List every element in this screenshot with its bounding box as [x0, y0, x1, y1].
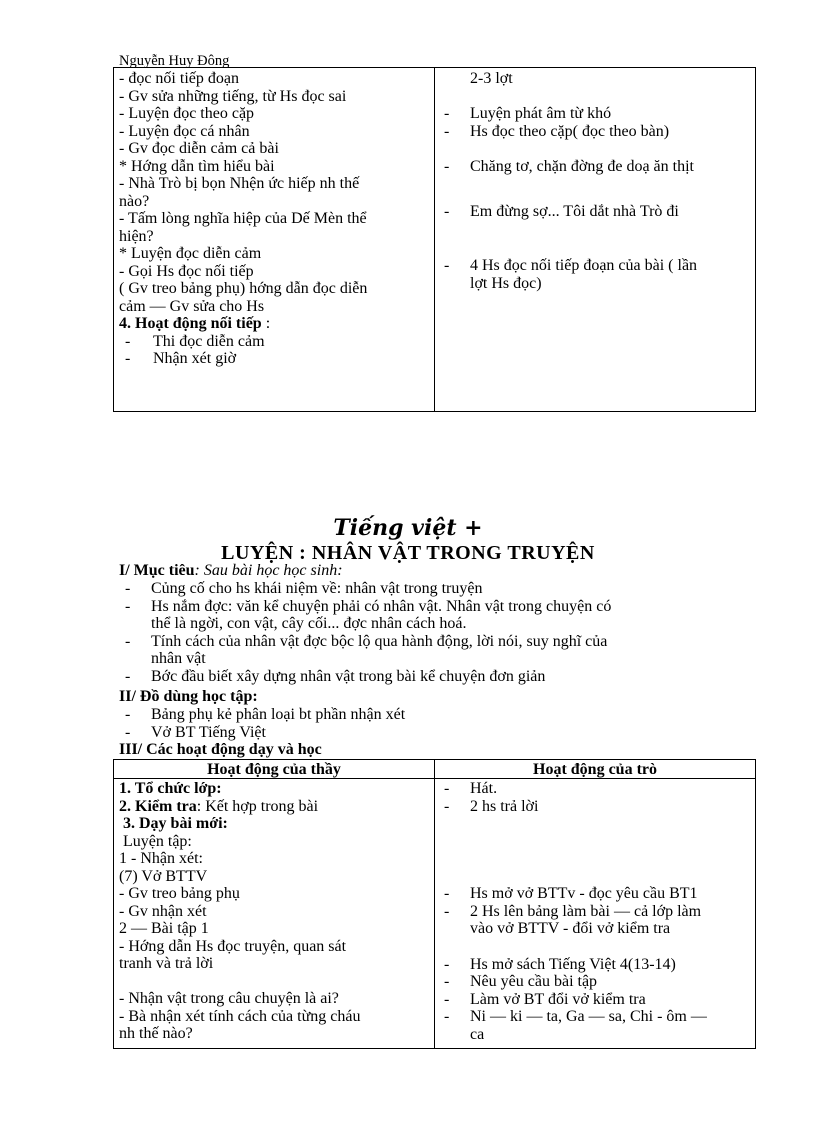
subject-title: Tiếng việt + [333, 515, 483, 541]
materials-list [125, 706, 405, 741]
list-item-text: Hs nắm đợc: văn kể chuyện phải có nhân vật. Nhân vật trong chuyện có [151, 597, 612, 615]
list-item-text: Em đừng sợ... Tôi dắt nhà Trò đi [470, 202, 679, 220]
text-line: - Gv treo bảng phụ [119, 885, 240, 902]
list-item: - Hs mở sách Tiếng Việt 4(13-14) [444, 955, 676, 973]
text-line: 1 - Nhận xét: [119, 850, 203, 867]
text-line: nào? [119, 192, 150, 210]
list-item: - Thi đọc diễn cảm [125, 332, 265, 350]
list-item: - Em đừng sợ... Tôi dắt nhà Trò đi [444, 202, 679, 220]
student-column [444, 780, 749, 1048]
list-item-text: Bảng phụ kẻ phân loại bt phần nhận xét [151, 706, 406, 723]
lesson-title: LUYỆN : NHÂN VẬT TRONG TRUYỆN [221, 542, 595, 564]
student-column [444, 70, 749, 411]
blank-line [119, 973, 429, 991]
text-line: lợt Hs đọc) [470, 274, 542, 292]
student-column-header: Hoạt động của trò [533, 761, 657, 778]
step-3-heading: 3. Dạy bài mới: [119, 815, 228, 832]
text-line: 2 — Bài tập 1 [119, 920, 209, 937]
list-item-text: Luyện phát âm từ khó [470, 105, 612, 122]
section-4-title: 4. Hoạt động nối tiếp [119, 315, 262, 332]
list-item: - 4 Hs đọc nối tiếp đoạn của bài ( lần [444, 257, 698, 274]
activity-table-2 [113, 759, 756, 1049]
list-item-text: Hs mở vở BTTv - đọc yêu cầu BT1 [470, 885, 698, 902]
text-line: Luyện tập: [119, 832, 192, 850]
list-item: - Luyện phát âm từ khó [444, 105, 612, 122]
text-line: - Luyện đọc theo cặp [119, 105, 255, 122]
list-item: - Chăng tơ, chặn đờng đe doạ ăn thịt [444, 158, 694, 175]
text-line: nh thế nào? [119, 1025, 193, 1042]
list-item: - 2 hs trả lời [444, 797, 539, 815]
text-line: - Gv đọc diễn cảm cả bài [119, 140, 279, 157]
text-line: - Gv sửa những tiếng, từ Hs đọc sai [119, 87, 347, 105]
list-item-text: 4 Hs đọc nối tiếp đoạn của bài ( lần [470, 257, 698, 274]
text-line: cảm — Gv sửa cho Hs [119, 297, 265, 315]
list-item-text: Bớc đầu biết xây dựng nhân vật trong bài kể chuyện đơn giản [151, 667, 546, 685]
list-item: - Ni — ki — ta, Ga — sa, Chi - ôm — [444, 1008, 707, 1025]
list-item: - Củng cố cho hs khái niệm về: nhân vật trong truyện [125, 580, 483, 597]
objectives-heading: I/ Mục tiêu: Sau bài học học sinh: [119, 562, 343, 579]
column-divider [434, 68, 435, 411]
list-item-text: Tính cách của nhân vật đợc bộc lộ qua hành động, lời nói, suy nghĩ của [151, 632, 608, 650]
list-item-text: Vở BT Tiếng Việt [151, 723, 266, 741]
column-divider [434, 760, 435, 1048]
objectives-subheading: : Sau bài học học sinh: [194, 562, 343, 579]
step-2-text: : Kết hợp trong bài [196, 797, 319, 815]
list-item-text: Nêu yêu cầu bài tập [470, 973, 598, 990]
section-4-heading [119, 315, 429, 333]
list-item: - Bảng phụ kẻ phân loại bt phần nhận xét [125, 706, 406, 723]
list-item: - Hs mở vở BTTv - đọc yêu cầu BT1 [444, 885, 698, 902]
text-line: - Nhận vật trong câu chuyện là ai? [119, 990, 339, 1007]
list-item-text: 2 hs trả lời [470, 797, 539, 815]
text-line: nhân vật [151, 650, 206, 667]
text-line: 2-3 lợt [470, 70, 513, 87]
text-line: - Tấm lòng nghĩa hiệp của Dế Mèn thể [119, 210, 367, 227]
text-line: vào vở BTTV - đổi vở kiểm tra [470, 920, 671, 937]
list-item: - Tính cách của nhân vật đợc bộc lộ qua hành động, lời nói, suy nghĩ của [125, 632, 608, 650]
step-1-heading: 1. Tổ chức lớp: [119, 780, 222, 797]
list-item: - 2 Hs lên bảng làm bài — cả lớp làm [444, 902, 702, 920]
text-line: - Gv nhận xét [119, 902, 207, 920]
list-item: - Nhận xét giờ [125, 350, 237, 367]
list-item-text: Ni — ki — ta, Ga — sa, Chi - ôm — [470, 1008, 707, 1025]
section-4-colon: : [261, 315, 271, 332]
text-line: * Luyện đọc diễn cảm [119, 245, 262, 262]
text-line: * Hớng dẫn tìm hiểu bài [119, 157, 275, 175]
teacher-column [119, 780, 429, 1048]
list-item-text: Chăng tơ, chặn đờng đe doạ ăn thịt [470, 158, 694, 175]
list-item-text: Củng cố cho hs khái niệm về: nhân vật trong truyện [151, 580, 483, 597]
author-name: Nguyễn Huy Đông [119, 53, 230, 69]
materials-heading: II/ Đồ dùng học tập: [119, 688, 258, 705]
text-line: - đọc nối tiếp đoạn [119, 70, 239, 87]
text-line: - Luyện đọc cá nhân [119, 122, 250, 140]
teacher-column [119, 70, 429, 411]
list-item-text: Hs đọc theo cặp( đọc theo bàn) [470, 122, 670, 140]
text-line: (7) Vở BTTV [119, 867, 208, 885]
activities-heading: III/ Các hoạt động dạy và học [119, 741, 322, 758]
step-2-heading: 2. Kiểm tra [119, 797, 197, 815]
objectives-list [125, 580, 611, 685]
list-item-text: Thi đọc diễn cảm [153, 332, 265, 350]
text-line: hiện? [119, 227, 154, 245]
text-line: - Hớng dẫn Hs đọc truyện, quan sát [119, 937, 347, 955]
list-item-text: Hs mở sách Tiếng Việt 4(13-14) [470, 955, 676, 973]
list-item-text: Làm vở BT đổi vở kiểm tra [470, 990, 646, 1008]
step-2-line [119, 798, 429, 816]
text-line: tranh và trả lời [119, 955, 214, 972]
list-item: - Hát. [444, 780, 498, 797]
list-item: - Vở BT Tiếng Việt [125, 723, 266, 741]
text-line: thể là ngời, con vật, cây cối... đợc nhân cách hoá. [151, 615, 467, 632]
list-item: - Bớc đầu biết xây dựng nhân vật trong bài kể chuyện đơn giản [125, 667, 546, 685]
list-item: - Làm vở BT đổi vở kiểm tra [444, 990, 646, 1008]
text-line: - Nhà Trò bị bọn Nhện ức hiếp nh thế [119, 175, 360, 192]
activity-table-1 [113, 67, 756, 412]
list-item: - Hs nắm đợc: văn kể chuyện phải có nhân vật. Nhân vật trong chuyện có [125, 597, 612, 615]
teacher-column-header: Hoạt động của thầy [207, 761, 341, 778]
list-item-text: Hát. [470, 780, 498, 797]
text-line: ca [470, 1025, 485, 1043]
text-line: - Gọi Hs đọc nối tiếp [119, 262, 254, 280]
list-item-text: Nhận xét giờ [153, 350, 237, 367]
list-item: - Nêu yêu cầu bài tập [444, 973, 598, 990]
text-line: ( Gv treo bảng phụ) hớng dẫn đọc diễn [119, 280, 368, 297]
list-item: - Hs đọc theo cặp( đọc theo bàn) [444, 122, 670, 140]
text-line: - Bà nhận xét tính cách của từng cháu [119, 1007, 361, 1025]
list-item-text: 2 Hs lên bảng làm bài — cả lớp làm [470, 902, 702, 920]
